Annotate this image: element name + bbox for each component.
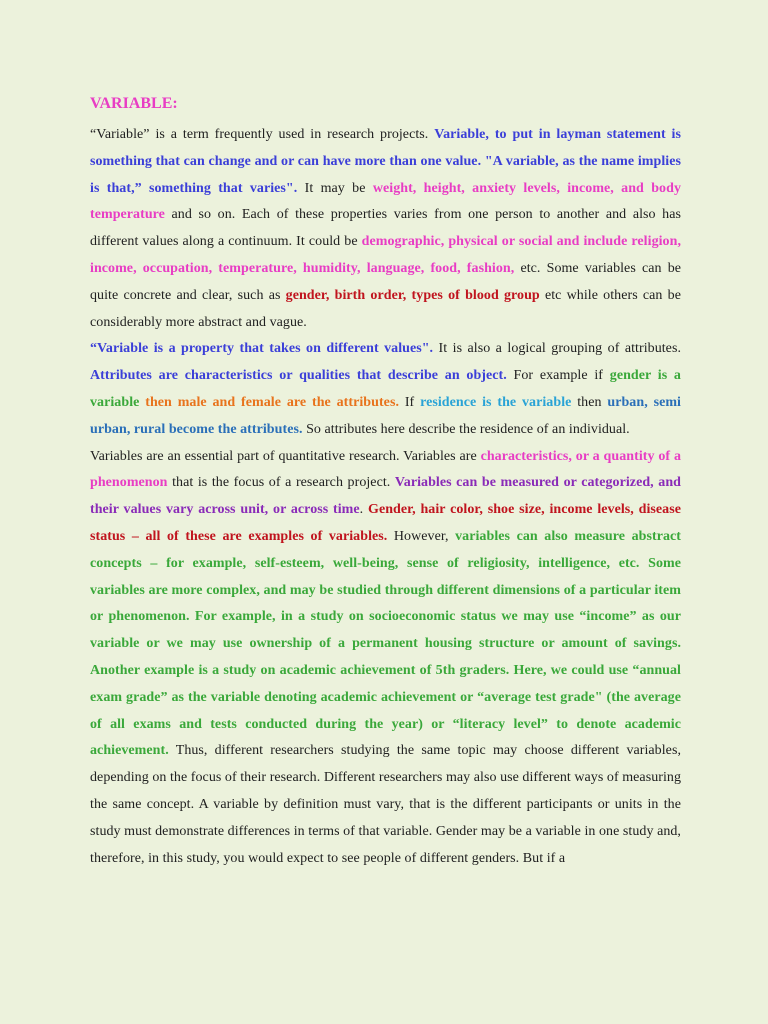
highlighted-text-run: gender, birth order, types of blood group [285, 287, 540, 303]
highlighted-text-run: demographic, physical or social and include religion, income, occupation, temperature, humidity, language, food, fashion, [90, 234, 681, 276]
highlighted-text-run: Gender, hair color, shoe size, income levels, disease status – all of these are examples of variables. [90, 502, 681, 544]
highlighted-text-run: weight, height, anxiety levels, income, and body temperature [90, 180, 681, 223]
text-run: For example if [506, 368, 610, 384]
text-run: Variables are an essential part of quantitative research. Variables are [90, 448, 481, 464]
highlighted-text-run: Attributes are characteristics or qualities that describe an object. [90, 368, 507, 384]
body-paragraph [90, 444, 681, 873]
text-run: If [399, 394, 421, 410]
document-heading: VARIABLE: [90, 95, 178, 112]
body-paragraph [90, 336, 681, 443]
highlighted-text-run: urban, semi urban, rural become the attributes. [90, 394, 681, 437]
text-run: then [571, 394, 608, 410]
text-run: etc. Some variables can be quite concrete and clear, such as [90, 260, 682, 303]
highlighted-text-run: “Variable is a property that takes on different values". [90, 341, 434, 357]
text-run: . [359, 502, 369, 518]
text-run: However, [387, 528, 456, 544]
highlighted-text-run: characteristics, or a quantity of a phenomenon [90, 448, 681, 491]
text-run: “Variable” is a term frequently used in research projects. [90, 127, 435, 142]
highlighted-text-run: variables can also measure abstract concepts – for example, self-esteem, well-being, sense of religiosity, intelligence, etc. Some variables are more complex, and may be studied through different dimensions of a particular item or phenomenon. For example, in a study on socioeconomic status we may use “income” as our variable or we may use ownership of a permanent housing structure or amount of savings. Another example is a study on academic achievement of 5th graders. Here, we could use “annual exam grade” as the variable denoting academic achievement or “average test grade" (the average of all exams and tests conducted during the year) or “literacy level” to denote academic achievement. [90, 528, 682, 759]
text-run: Thus, different researchers studying the same topic may choose different variables, depending on the focus of their research. Different researchers may also use different ways of measuring the same concept. A variable by definition must vary, that is the different participants or units in the study must demonstrate differences in terms of that variable. Gender may be a variable in one study and, therefore, in this study, you would expect to see people of different genders. But if a [90, 743, 681, 866]
text-run: etc while others can be considerably more abstract and vague. [90, 287, 681, 330]
text-run: and so on. Each of these properties varies from one person to another and also has different values along a continuum. It could be [90, 207, 681, 250]
highlighted-text-run: residence is the variable [420, 394, 572, 410]
highlighted-text-run: Variable, to put in layman statement is something that can change and or can have more than one value. "A variable, as the name implies is that,” something that varies". [90, 127, 681, 196]
highlighted-text-run: gender is a variable [90, 368, 681, 410]
highlighted-text-run: Variables can be measured or categorized, and their values vary across unit, or across time [90, 475, 681, 518]
text-run: It may be [297, 180, 373, 196]
text-run: that is the focus of a research project. [167, 475, 395, 491]
highlighted-text-run: then male and female are the attributes. [139, 394, 399, 410]
text-run: It is also a logical grouping of attributes. [433, 341, 681, 357]
body-paragraph [90, 122, 681, 336]
document-body [90, 122, 681, 872]
text-run: So attributes here describe the residence of an individual. [302, 421, 630, 437]
